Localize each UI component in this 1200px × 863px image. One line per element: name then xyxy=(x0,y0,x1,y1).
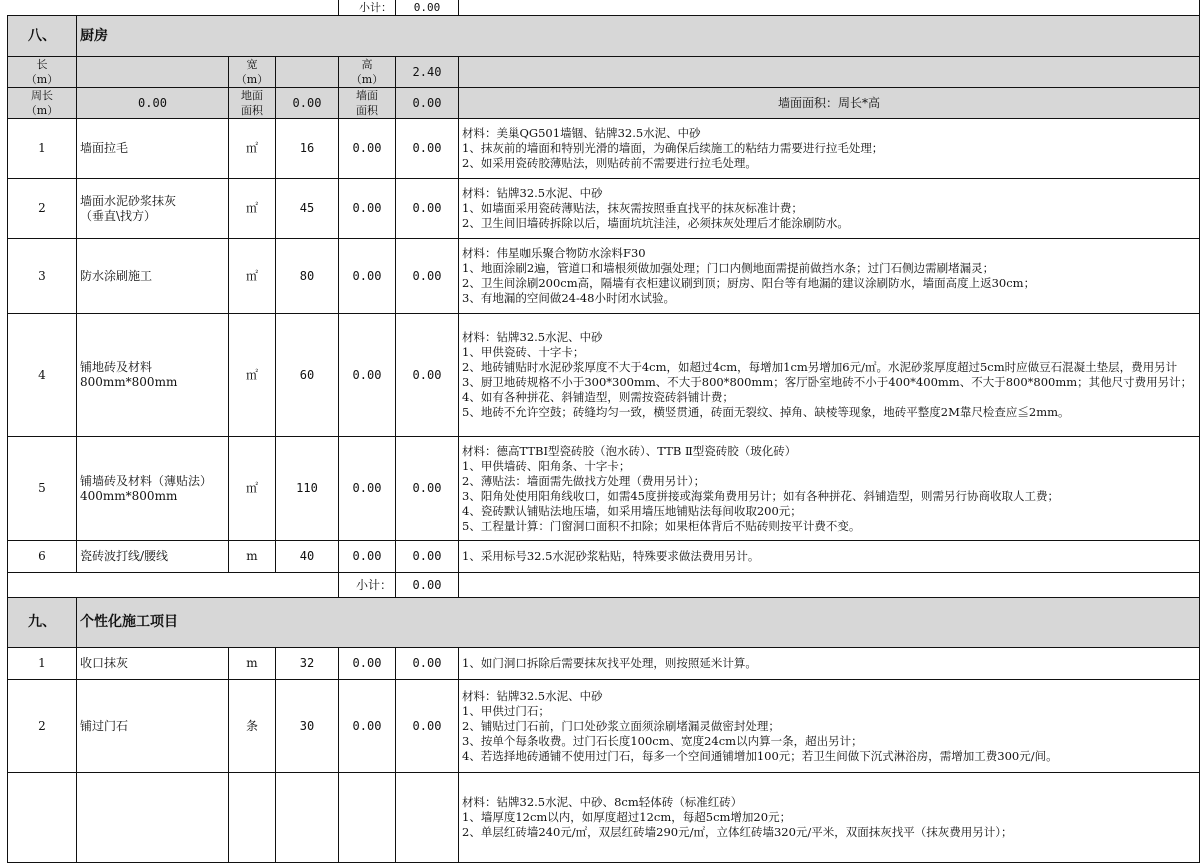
description-line: 4、若选择地砖通铺不使用过门石，每多一个空间通铺增加100元；若卫生间做下沉式淋浴房，需增加工费300元/间。 xyxy=(462,748,1058,763)
item-description xyxy=(459,239,1200,314)
item-unit: ㎡ xyxy=(229,179,276,239)
description-line: 1、甲供墙砖、阳角条、十字卡； xyxy=(462,458,631,473)
item-name xyxy=(77,119,229,179)
item-name xyxy=(77,541,229,573)
item-unit: m xyxy=(229,541,276,573)
item-unit-price[interactable]: 0.00 xyxy=(339,239,396,314)
section-number: 九、 xyxy=(8,598,77,648)
item-name-line: 400mm*800mm xyxy=(80,488,178,503)
item-number: 4 xyxy=(8,314,77,437)
section-subtotal-row xyxy=(8,573,1200,598)
item-quantity[interactable] xyxy=(276,773,339,863)
dimensions-row xyxy=(8,57,1200,88)
item-total: 0.00 xyxy=(396,119,459,179)
description-line: 1、如墙面采用瓷砖薄贴法，抹灰需按照垂直找平的抹灰标准计费； xyxy=(462,201,803,215)
item-quantity[interactable]: 30 xyxy=(276,680,339,773)
item-unit-price[interactable]: 0.00 xyxy=(339,437,396,541)
item-description xyxy=(459,314,1200,437)
item-unit-price[interactable] xyxy=(339,773,396,863)
item-total: 0.00 xyxy=(396,648,459,680)
item-number xyxy=(8,773,77,863)
description-line: 2、卫生间涂刷200cm高，隔墙有衣柜建议刷到顶；厨房、阳台等有地漏的建议涂刷防水，墙面高度上返30cm； xyxy=(462,276,1036,290)
description-line: 3、有地漏的空间做24-48小时闭水试验。 xyxy=(462,291,675,305)
item-name xyxy=(77,437,229,541)
item-number: 5 xyxy=(8,437,77,541)
item-total: 0.00 xyxy=(396,314,459,437)
item-quantity[interactable]: 32 xyxy=(276,648,339,680)
item-unit xyxy=(229,773,276,863)
floor-area-value[interactable]: 0.00 xyxy=(276,88,339,119)
subtotal-label: 小计： xyxy=(339,0,396,16)
floor-area-label: 地面 面积 xyxy=(229,88,276,119)
item-quantity[interactable]: 80 xyxy=(276,239,339,314)
item-name-line: 铺地砖及材料 xyxy=(80,360,153,374)
description-line: 2、铺贴过门石前，门口处砂浆立面须涂刷堵漏灵做密封处理； xyxy=(462,718,780,733)
description-line: 1、如门洞口拆除后需要抹灰找平处理，则按照延米计算。 xyxy=(462,656,757,670)
table-row xyxy=(8,314,1200,437)
description-line: 材料：钻牌32.5水泥、中砂、8cm轻体砖（标准红砖） xyxy=(462,795,743,809)
subtotal-value: 0.00 xyxy=(396,573,459,598)
item-description xyxy=(459,119,1200,179)
item-unit-price[interactable]: 0.00 xyxy=(339,541,396,573)
item-number: 1 xyxy=(8,119,77,179)
perimeter-label: 周长 （m） xyxy=(8,88,77,119)
subtotal-label: 小计： xyxy=(339,573,396,598)
description-line: 3、阳角处使用阳角线收口，如需45度拼接或海棠角费用另计；如有各种拼花、斜铺造型，则需另行协商收取人工费； xyxy=(462,488,1059,503)
item-description xyxy=(459,648,1200,680)
description-line: 2、单层红砖墙240元/㎡，双层红砖墙290元/㎡，立体红砖墙320元/平米，双面抹灰找平（抹灰费用另计）； xyxy=(462,825,1013,839)
description-line: 3、厨卫地砖规格不小于300*300mm、不大于800*800mm；客厅卧室地砖不小于400*400mm、不大于800*800mm；其他尺寸费用另计； xyxy=(462,375,1193,389)
item-unit: 条 xyxy=(229,680,276,773)
item-name xyxy=(77,314,229,437)
item-name-line: 铺过门石 xyxy=(80,718,129,733)
item-description xyxy=(459,179,1200,239)
item-unit: ㎡ xyxy=(229,239,276,314)
description-line: 4、如有各种拼花、斜铺造型，则需按瓷砖斜铺计费； xyxy=(462,390,734,404)
item-total: 0.00 xyxy=(396,437,459,541)
item-unit: ㎡ xyxy=(229,314,276,437)
description-line: 3、按单个每条收费。过门石长度100cm、宽度24cm以内算一条，超出另计； xyxy=(462,733,863,748)
description-line: 材料：德高TTBⅠ型瓷砖胶（泡水砖）、TTB Ⅱ型瓷砖胶（玻化砖） xyxy=(462,443,797,458)
item-total: 0.00 xyxy=(396,239,459,314)
perimeter-row xyxy=(8,88,1200,119)
description-line: 5、工程量计算：门窗洞口面积不扣除；如果柜体背后不贴砖则按平计费不变。 xyxy=(462,518,861,533)
item-unit: ㎡ xyxy=(229,437,276,541)
subtotal-value: 0.00 xyxy=(396,0,459,16)
height-label: 高 （m） xyxy=(339,57,396,88)
description-line: 2、地砖铺贴时水泥砂浆厚度不大于4cm，如超过4cm，每增加1cm另增加6元/㎡。水泥砂浆厚度超过5cm时应做豆石混凝土垫层，费用另计 xyxy=(462,360,1178,374)
section-title: 厨房 xyxy=(77,16,1200,57)
item-unit-price[interactable]: 0.00 xyxy=(339,680,396,773)
description-line: 材料：美巢QG501墙锢、钻牌32.5水泥、中砂 xyxy=(462,126,701,140)
description-line: 材料：钻牌32.5水泥、中砂 xyxy=(462,330,603,344)
table-row xyxy=(8,541,1200,573)
description-line: 材料：钻牌32.5水泥、中砂 xyxy=(462,186,603,200)
item-quantity[interactable]: 40 xyxy=(276,541,339,573)
section-header xyxy=(8,16,1200,57)
item-name-line: 防水涂刷施工 xyxy=(80,268,153,283)
item-name xyxy=(77,239,229,314)
item-unit: ㎡ xyxy=(229,119,276,179)
item-description xyxy=(459,437,1200,541)
item-name xyxy=(77,648,229,680)
item-name-line: 墙面水泥砂浆抹灰 xyxy=(80,193,177,208)
item-total: 0.00 xyxy=(396,541,459,573)
item-number: 2 xyxy=(8,680,77,773)
item-name-line: 收口抹灰 xyxy=(80,656,129,670)
item-name xyxy=(77,773,229,863)
table-row xyxy=(8,773,1200,863)
item-name-line: 800mm*800mm xyxy=(80,375,178,389)
item-name-line: 铺墙砖及材料（薄贴法） xyxy=(80,473,213,488)
item-quantity[interactable]: 16 xyxy=(276,119,339,179)
table-row xyxy=(8,648,1200,680)
width-value[interactable] xyxy=(276,57,339,88)
description-line: 材料：钻牌32.5水泥、中砂 xyxy=(462,688,603,703)
wall-area-label: 墙面 面积 xyxy=(339,88,396,119)
item-name-line: 瓷砖波打线/腰线 xyxy=(80,549,169,563)
item-unit-price[interactable]: 0.00 xyxy=(339,179,396,239)
width-label: 宽 （m） xyxy=(229,57,276,88)
table-row xyxy=(8,239,1200,314)
table-row xyxy=(8,119,1200,179)
item-number: 2 xyxy=(8,179,77,239)
table-row xyxy=(8,179,1200,239)
wall-area-formula: 墙面面积：周长*高 xyxy=(459,88,1200,119)
description-line: 2、薄贴法：墙面需先做找方处理（费用另计）； xyxy=(462,473,706,488)
item-unit-price[interactable]: 0.00 xyxy=(339,314,396,437)
item-description xyxy=(459,680,1200,773)
description-line: 5、地砖不允许空鼓；砖缝均匀一致，横竖贯通，砖面无裂纹、掉角、缺棱等现象，地砖平整度2M靠尺检查应≦2mm。 xyxy=(462,405,1070,419)
top-subtotal-row xyxy=(8,0,1200,16)
item-unit: m xyxy=(229,648,276,680)
perimeter-value[interactable]: 0.00 xyxy=(77,88,229,119)
description-line: 1、抹灰前的墙面和特别光滑的墙面，为确保后续施工的粘结力需要进行拉毛处理； xyxy=(462,141,884,155)
item-quantity[interactable]: 110 xyxy=(276,437,339,541)
quote-table xyxy=(7,0,1200,863)
item-quantity[interactable]: 60 xyxy=(276,314,339,437)
description-line: 1、采用标号32.5水泥砂浆粘贴，特殊要求做法费用另计。 xyxy=(462,549,760,563)
item-name xyxy=(77,179,229,239)
table-row xyxy=(8,680,1200,773)
section-title: 个性化施工项目 xyxy=(77,598,1200,648)
height-value[interactable]: 2.40 xyxy=(396,57,459,88)
item-quantity[interactable]: 45 xyxy=(276,179,339,239)
length-label: 长 （m） xyxy=(8,57,77,88)
length-value[interactable] xyxy=(77,57,229,88)
item-description xyxy=(459,773,1200,863)
item-name-line: 墙面拉毛 xyxy=(80,141,129,155)
item-total: 0.00 xyxy=(396,680,459,773)
item-total: 0.00 xyxy=(396,179,459,239)
item-number: 1 xyxy=(8,648,77,680)
item-total xyxy=(396,773,459,863)
item-description xyxy=(459,541,1200,573)
item-name xyxy=(77,680,229,773)
section-header xyxy=(8,598,1200,648)
description-line: 材料：伟星咖乐聚合物防水涂料F30 xyxy=(462,246,646,260)
item-unit-price[interactable]: 0.00 xyxy=(339,119,396,179)
description-line: 1、甲供过门石； xyxy=(462,703,550,718)
item-name-line: （垂直\找方） xyxy=(80,208,157,223)
description-line: 2、卫生间旧墙砖拆除以后，墙面坑坑洼洼，必须抹灰处理后才能涂刷防水。 xyxy=(462,216,849,230)
item-unit-price[interactable]: 0.00 xyxy=(339,648,396,680)
description-line: 4、瓷砖默认铺贴法地压墙，如采用墙压地铺贴法每间收取200元； xyxy=(462,503,802,518)
section-number: 八、 xyxy=(8,16,77,57)
description-line: 1、墙厚度12cm以内，如厚度超过12cm，每超5cm增加20元； xyxy=(462,810,792,824)
description-line: 1、甲供瓷砖、十字卡； xyxy=(462,345,585,359)
table-row xyxy=(8,437,1200,541)
item-number: 3 xyxy=(8,239,77,314)
wall-area-value[interactable]: 0.00 xyxy=(396,88,459,119)
item-number: 6 xyxy=(8,541,77,573)
description-line: 1、地面涂刷2遍，管道口和墙根须做加强处理；门口内侧地面需提前做挡水条；过门石侧边需刷堵漏灵； xyxy=(462,261,995,275)
description-line: 2、如采用瓷砖胶薄贴法，则贴砖前不需要进行拉毛处理。 xyxy=(462,156,757,170)
